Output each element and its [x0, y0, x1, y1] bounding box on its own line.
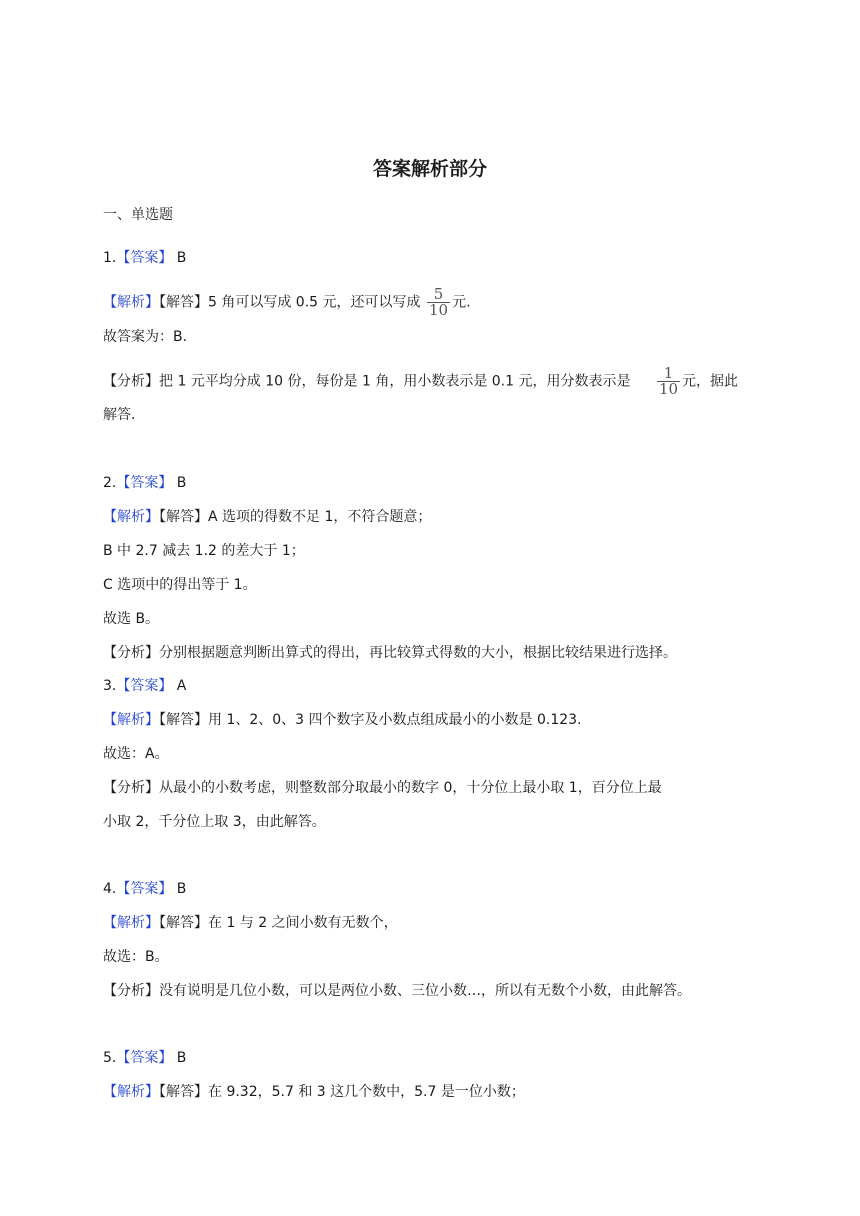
q1-analysis-fraction	[657, 366, 680, 397]
q5-answer-line	[103, 1048, 186, 1068]
q5-answer: B	[172, 1050, 187, 1066]
q4-analysis: 【分析】没有说明是几位小数，可以是两位小数、三位小数…，所以有无数个小数，由此解答。	[103, 983, 691, 999]
q2-line4: 故选 B。	[103, 611, 160, 627]
q1-fraction-denominator: 10	[428, 301, 449, 319]
q3-number: 3.	[103, 678, 117, 694]
q5-answer-tag: 【答案】	[116, 1050, 173, 1066]
q4-answer-line	[103, 879, 186, 899]
q3-jiexi-tag: 【解析】	[103, 712, 159, 728]
q4-solution-text: 【解答】在 1 与 2 之间小数有无数个，	[159, 915, 398, 931]
q5-solution-text: 【解答】在 9.32，5.7 和 3 这几个数中，5.7 是一位小数；	[159, 1084, 525, 1100]
section-heading: 一、单选题	[103, 207, 173, 223]
q4-number: 4.	[103, 881, 117, 897]
q5-solution-line	[103, 1082, 525, 1102]
q3-solution-text: 【解答】用 1、2、0、3 四个数字及小数点组成最小的小数是 0.123.	[159, 712, 582, 728]
q1-solution-line	[103, 287, 471, 318]
q3-answer-tag: 【答案】	[116, 678, 173, 694]
q4-answer-tag: 【答案】	[116, 881, 173, 897]
q2-number: 2.	[103, 475, 117, 491]
q1-analysis-fraction-denominator: 10	[658, 380, 679, 398]
q1-analysis-suffix: 元，据此	[682, 373, 739, 390]
q2-answer-line	[103, 473, 186, 493]
q3-answer-line	[103, 676, 186, 696]
q2-analysis: 【分析】分别根据题意判断出算式的得出，再比较算式得数的大小，根据比较结果进行选择。	[103, 645, 677, 661]
q2-answer: B	[172, 475, 187, 491]
q4-jiexi-tag: 【解析】	[103, 915, 159, 931]
q1-fraction-numerator: 5	[433, 285, 444, 303]
q1-answer-tag: 【答案】	[116, 250, 173, 266]
q1-solution-text: 【解答】5 角可以写成 0.5 元，还可以写成	[159, 294, 421, 311]
q1-analysis-line2: 解答.	[103, 407, 136, 423]
q3-analysis-line2: 小取 2，千分位上取 3，由此解答。	[103, 814, 326, 830]
q4-answer: B	[172, 881, 187, 897]
q1-answer: B	[172, 250, 187, 266]
q2-line2: B 中 2.7 减去 1.2 的差大于 1；	[103, 543, 305, 559]
q2-solution-text: 【解答】A 选项的得数不足 1，不符合题意；	[159, 509, 432, 525]
page-title: 答案解析部分	[372, 158, 487, 180]
q2-answer-tag: 【答案】	[116, 475, 173, 491]
q2-jiexi-tag: 【解析】	[103, 509, 159, 525]
q1-fraction	[427, 287, 450, 318]
q3-answer: A	[172, 678, 187, 694]
q4-line2: 故选：B。	[103, 949, 169, 965]
q1-analysis-line	[103, 366, 738, 397]
q1-solution-suffix: 元.	[452, 294, 471, 311]
q2-line3: C 选项中的得出等于 1。	[103, 577, 257, 593]
q5-jiexi-tag: 【解析】	[103, 1084, 159, 1100]
q1-answer-line	[103, 248, 186, 268]
q3-line2: 故选：A。	[103, 746, 169, 762]
q1-analysis-fraction-numerator: 1	[663, 364, 674, 382]
q1-conclusion: 故答案为：B.	[103, 329, 188, 345]
q2-solution-line	[103, 507, 431, 527]
q3-analysis: 【分析】从最小的小数考虑，则整数部分取最小的数字 0，十分位上最小取 1，百分位上最	[103, 780, 662, 796]
q1-analysis-text: 【分析】把 1 元平均分成 10 份，每份是 1 角，用小数表示是 0.1 元，用分数表示是	[103, 373, 631, 390]
q5-number: 5.	[103, 1050, 117, 1066]
q1-number: 1.	[103, 250, 117, 266]
q1-jiexi-tag: 【解析】	[103, 294, 159, 311]
q3-solution-line	[103, 710, 582, 730]
q4-solution-line	[103, 913, 398, 933]
